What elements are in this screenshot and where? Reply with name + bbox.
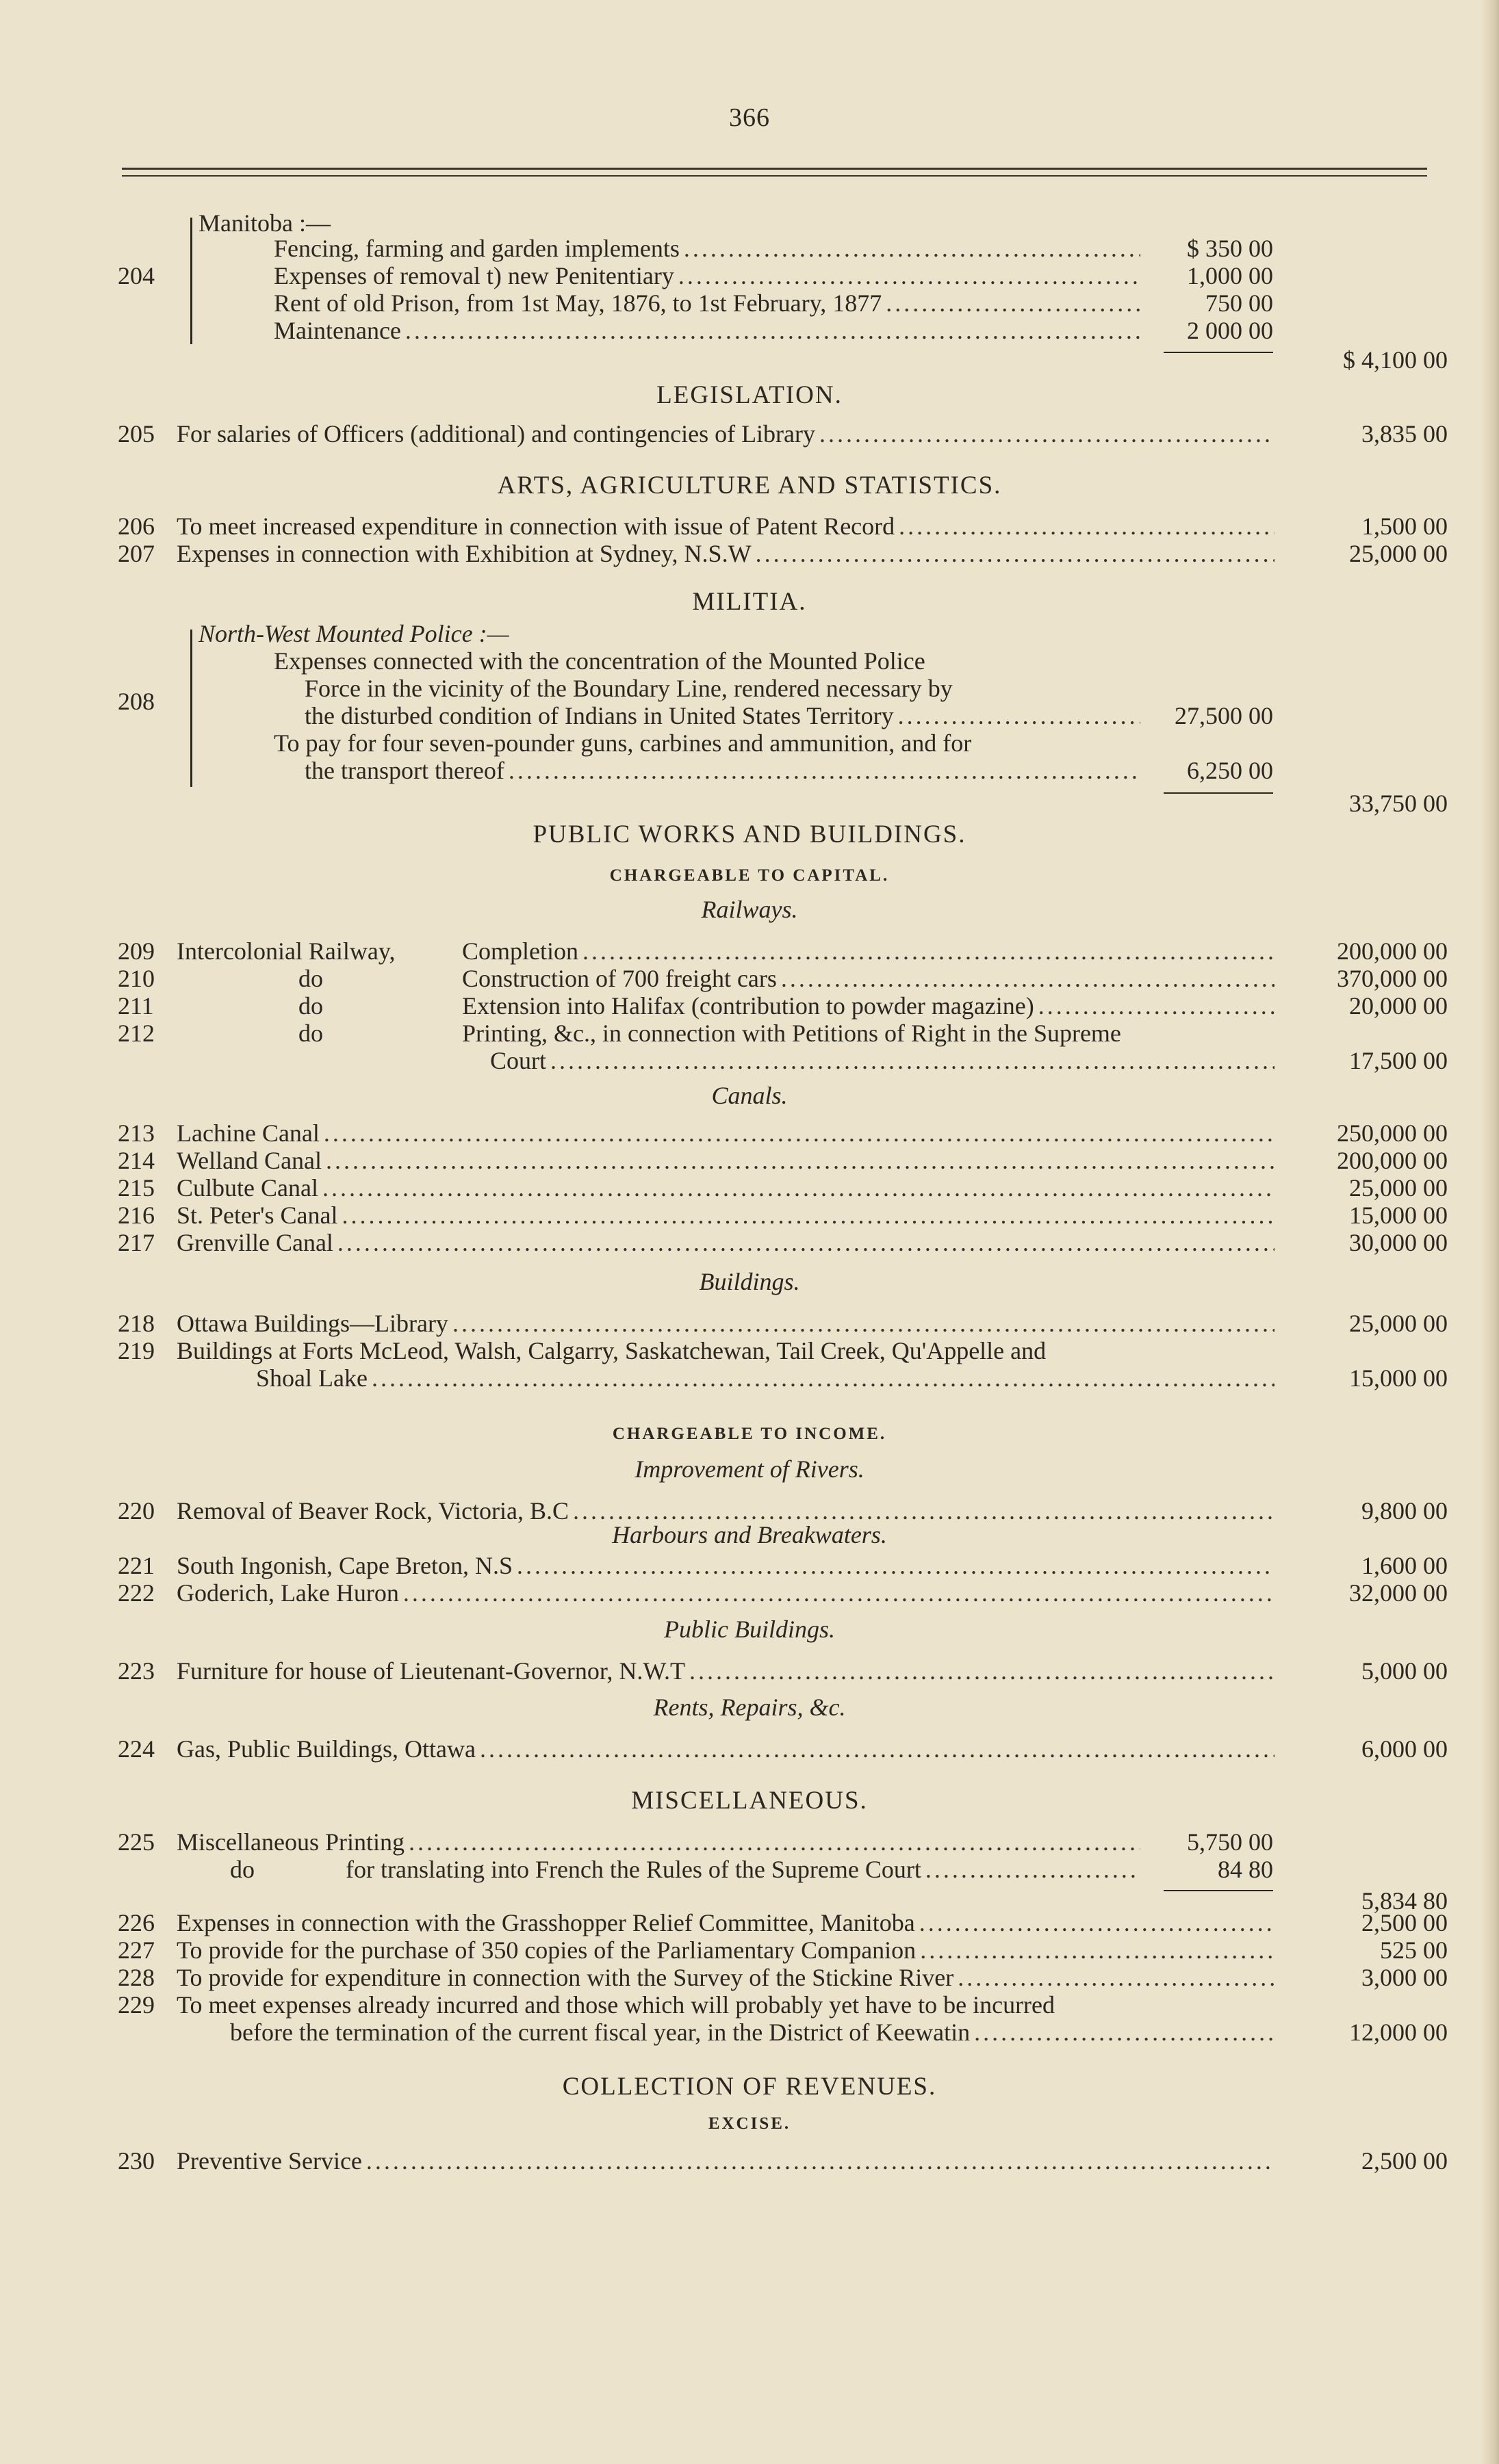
- entry-213: 213 Lachine Canal ..... 250,000 00: [0, 1118, 1499, 1148]
- entry-212: 212 do Printing, &c., in connection with Petitions of Right in the Supreme: [118, 1020, 1121, 1047]
- entry-219: 219 Buildings at Forts McLeod, Walsh, Calgarry, Saskatchewan, Tail Creek, Qu'Appelle and: [118, 1337, 1047, 1364]
- entry-208-line: the transport thereof ..... 6,250 00: [0, 755, 1499, 786]
- entry-229-cont: before the termination of the current fiscal year, in the District of Keewatin ..... 12,000 00: [0, 2017, 1499, 2047]
- entry-221: 221 South Ingonish, Cape Breton, N.S ..... 1,600 00: [0, 1551, 1499, 1581]
- entry-204-title: Manitoba :—: [198, 209, 331, 237]
- section-heading: PUBLIC WORKS AND BUILDINGS.: [533, 820, 966, 848]
- entry-207: 207 Expenses in connection with Exhibition at Sydney, N.S.W ..... 25,000 00: [0, 539, 1499, 569]
- category-heading: Rents, Repairs, &c.: [653, 1694, 846, 1721]
- entry-230: 230 Preventive Service ..... 2,500 00: [0, 2146, 1499, 2176]
- entry-204-removal: 204 Expenses of removal t) new Penitentiary ..... 1,000 00: [0, 261, 1499, 291]
- entry-225: 225 Miscellaneous Printing ..... 5,750 00: [0, 1827, 1499, 1857]
- entry-227: 227 To provide for the purchase of 350 copies of the Parliamentary Companion ..... 525 00: [0, 1935, 1499, 1965]
- entry-229: 229 To meet expenses already incurred and those which will probably yet have to be incurred: [118, 1991, 1055, 2019]
- entry-223: 223 Furniture for house of Lieutenant-Governor, N.W.T ..... 5,000 00: [0, 1656, 1499, 1686]
- entry-204-fencing: Fencing, farming and garden implements ..... $ 350 00: [0, 233, 1499, 263]
- category-heading: Canals.: [711, 1082, 788, 1109]
- page-number: 366: [729, 103, 770, 132]
- entry-208-line: To pay for four seven-pounder guns, carbines and ammunition, and for: [274, 729, 972, 757]
- entry-218: 218 Ottawa Buildings—Library ..... 25,000 00: [0, 1308, 1499, 1338]
- entry-208-title: North-West Mounted Police :—: [198, 620, 509, 647]
- section-heading: MILITIA.: [692, 588, 807, 616]
- entry-206: 206 To meet increased expenditure in connection with issue of Patent Record ..... 1,500 00: [0, 511, 1499, 541]
- category-heading: Buildings.: [699, 1268, 800, 1295]
- section-heading: ARTS, AGRICULTURE AND STATISTICS.: [497, 471, 1002, 500]
- entry-219-cont: Shoal Lake ..... 15,000 00: [0, 1363, 1499, 1393]
- entry-208-line: Force in the vicinity of the Boundary Line, rendered necessary by: [305, 675, 953, 702]
- entry-212-cont: Court ..... 17,500 00: [0, 1046, 1499, 1076]
- header-rule: [122, 175, 1427, 177]
- entry-214: 214 Welland Canal ..... 200,000 00: [0, 1145, 1499, 1176]
- entry-211: 211 do Extension into Halifax (contribution to powder magazine) ..... 20,000 00: [0, 991, 1499, 1021]
- entry-217: 217 Grenville Canal ..... 30,000 00: [0, 1228, 1499, 1258]
- entry-222: 222 Goderich, Lake Huron ..... 32,000 00: [0, 1578, 1499, 1608]
- entry-204-maintenance: Maintenance ..... 2 000 00: [0, 315, 1499, 346]
- section-heading: COLLECTION OF REVENUES.: [562, 2073, 937, 2101]
- category-heading: Railways.: [701, 896, 798, 923]
- subsection-heading: CHARGEABLE TO CAPITAL.: [609, 866, 890, 885]
- category-heading: Improvement of Rivers.: [635, 1455, 864, 1483]
- entry-225-translation: do for translating into French the Rules of the Supreme Court ..... 84 80: [0, 1854, 1499, 1884]
- entry-228: 228 To provide for expenditure in connection with the Survey of the Stickine River ..... 3,000 00: [0, 1962, 1499, 1993]
- entry-225-total: 5,834 80: [1361, 1887, 1448, 1915]
- entry-208-num: 208: [118, 688, 155, 715]
- section-heading: MISCELLANEOUS.: [631, 1787, 868, 1815]
- subsection-heading: CHARGEABLE TO INCOME.: [612, 1425, 887, 1443]
- entry-209: 209 Intercolonial Railway, Completion ..... 200,000 00: [0, 936, 1499, 966]
- entry-210: 210 do Construction of 700 freight cars ..... 370,000 00: [0, 963, 1499, 994]
- entry-226: 226 Expenses in connection with the Grasshopper Relief Committee, Manitoba ..... 2,500 00: [0, 1908, 1499, 1938]
- entry-216: 216 St. Peter's Canal ..... 15,000 00: [0, 1200, 1499, 1230]
- category-heading: Public Buildings.: [664, 1616, 835, 1643]
- entry-220: 220 Removal of Beaver Rock, Victoria, B.C ..... 9,800 00: [0, 1496, 1499, 1526]
- section-heading: LEGISLATION.: [656, 381, 843, 409]
- header-rule: [122, 168, 1427, 170]
- entry-215: 215 Culbute Canal ..... 25,000 00: [0, 1173, 1499, 1203]
- category-heading: Harbours and Breakwaters.: [612, 1521, 887, 1548]
- entry-208-total: 33,750 00: [1349, 790, 1448, 817]
- entry-224: 224 Gas, Public Buildings, Ottawa ..... 6,000 00: [0, 1734, 1499, 1764]
- entry-208-line: the disturbed condition of Indians in United States Territory ..... 27,500 00: [0, 701, 1499, 731]
- entry-204-total: $ 4,100 00: [1343, 346, 1448, 374]
- entry-208-line: Expenses connected with the concentration of the Mounted Police: [274, 647, 925, 675]
- entry-205: 205 For salaries of Officers (additional) and contingencies of Library ..... 3,835 00: [0, 419, 1499, 449]
- entry-204-rent: Rent of old Prison, from 1st May, 1876, to 1st February, 1877 ..... 750 00: [0, 288, 1499, 318]
- subsection-heading: EXCISE.: [708, 2114, 791, 2133]
